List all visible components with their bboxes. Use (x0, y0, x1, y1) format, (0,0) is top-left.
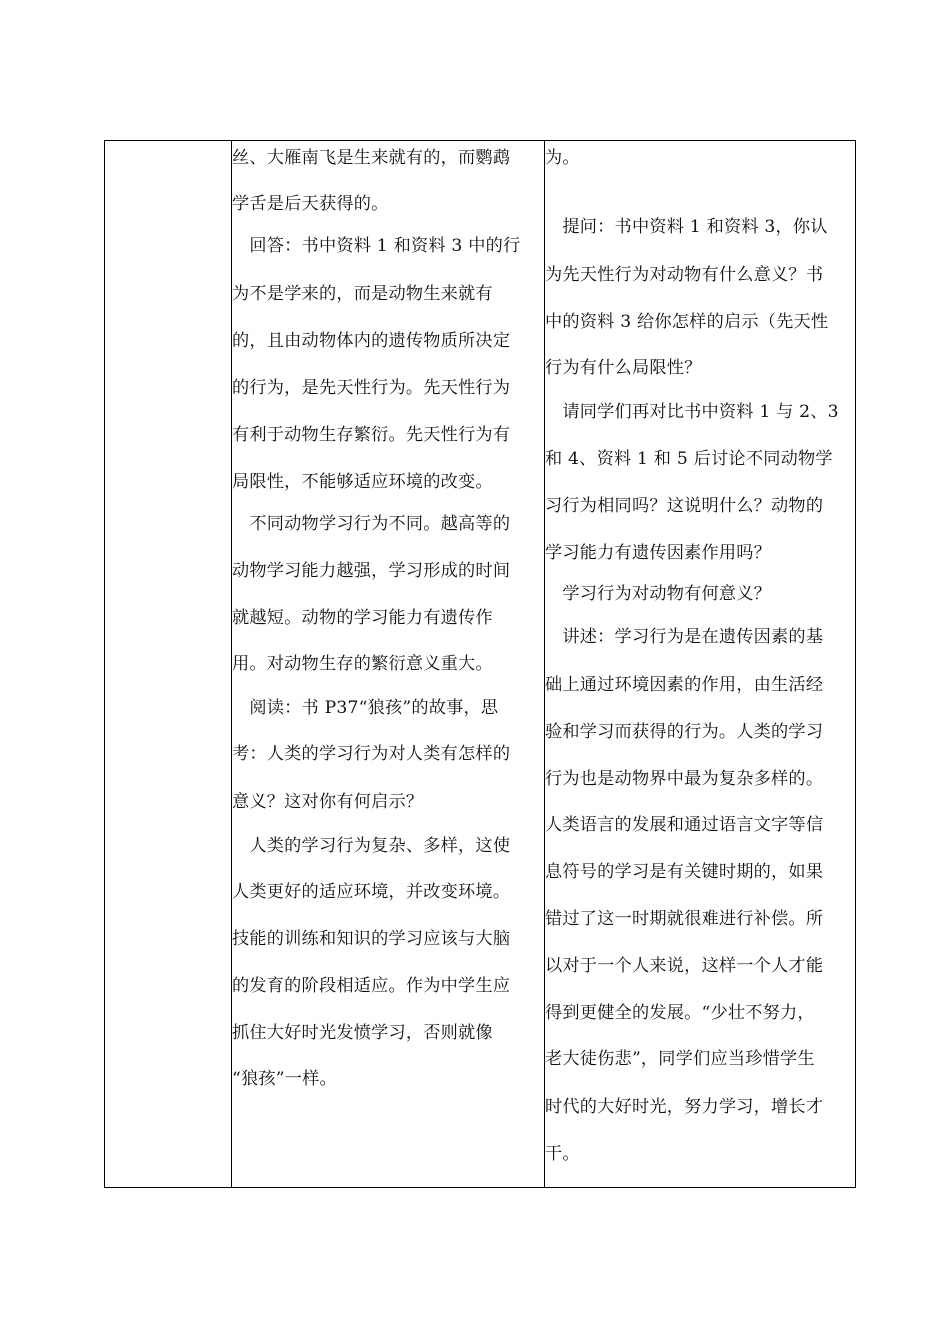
col2-line: 不同动物学习行为不同。越高等的 (232, 514, 511, 534)
col2-line: 技能的训练和知识的学习应该与大脑 (232, 929, 511, 949)
col3-line: 提问：书中资料 1 和资料 3，你认 (545, 217, 828, 237)
col2-line: 抓住大好时光发愤学习，否则就像 (232, 1023, 493, 1043)
col3-line: 为先天性行为对动物有什么意义？书 (545, 265, 824, 285)
col3-line: 学习能力有遗传因素作用吗？ (545, 543, 772, 563)
col3-line: 为。 (545, 148, 580, 168)
col3-line: 时代的大好时光，努力学习，增长才 (545, 1097, 824, 1117)
col3-line: 请同学们再对比书中资料 1 与 2、3 (545, 402, 839, 422)
col2-line: 丝、大雁南飞是生来就有的，而鹦鹉 (232, 148, 511, 168)
col3-line: 验和学习而获得的行为。人类的学习 (545, 722, 824, 742)
col2-line: 的行为，是先天性行为。先天性行为 (232, 378, 511, 398)
lesson-table (104, 140, 856, 1188)
col3-line: 息符号的学习是有关键时期的，如果 (545, 862, 824, 882)
col3-line: 行为有什么局限性？ (545, 358, 702, 378)
col3-line: 础上通过环境因素的作用，由生活经 (545, 675, 824, 695)
col2-line: 回答：书中资料 1 和资料 3 中的行 (232, 236, 521, 256)
col3-line: 得到更健全的发展。“少壮不努力， (545, 1003, 815, 1023)
col2-line: 考：人类的学习行为对人类有怎样的 (232, 744, 511, 764)
col3-line: 学习行为对动物有何意义？ (545, 584, 772, 604)
col2-line: 意义？这对你有何启示？ (232, 792, 424, 812)
col2-line: 人类的学习行为复杂、多样，这使 (232, 836, 511, 856)
col3-line: 错过了这一时期就很难进行补偿。所 (545, 909, 824, 929)
col2-line: 人类更好的适应环境，并改变环境。 (232, 882, 511, 902)
column-divider-2 (544, 141, 545, 1187)
col2-line: 的发育的阶段相适应。作为中学生应 (232, 976, 511, 996)
col3-line: 讲述：学习行为是在遗传因素的基 (545, 627, 824, 647)
col3-line: 习行为相同吗？这说明什么？动物的 (545, 496, 824, 516)
col2-line: 就越短。动物的学习能力有遗传作 (232, 608, 493, 628)
col3-line: 老大徒伤悲”，同学们应当珍惜学生 (545, 1049, 815, 1069)
col2-line: 学舌是后天获得的。 (232, 194, 389, 214)
col3-line: 人类语言的发展和通过语言文字等信 (545, 815, 824, 835)
col3-line: 和 4、资料 1 和 5 后讨论不同动物学 (545, 449, 833, 469)
col3-line: 中的资料 3 给你怎样的启示（先天性 (545, 312, 829, 332)
col3-line: 以对于一个人来说，这样一个人才能 (545, 956, 824, 976)
col2-line: 阅读：书 P37“狼孩”的故事，思 (232, 698, 499, 718)
col2-line: 动物学习能力越强，学习形成的时间 (232, 561, 511, 581)
col2-line: 有利于动物生存繁衍。先天性行为有 (232, 425, 511, 445)
col2-line: 用。对动物生存的繁衍意义重大。 (232, 654, 493, 674)
col3-line: 干。 (545, 1144, 580, 1164)
col2-line: 的，且由动物体内的遗传物质所决定 (232, 331, 511, 351)
col2-line: “狼孩”一样。 (232, 1069, 337, 1089)
col3-line: 行为也是动物界中最为复杂多样的。 (545, 769, 824, 789)
col2-line: 局限性，不能够适应环境的改变。 (232, 472, 493, 492)
col2-line: 为不是学来的，而是动物生来就有 (232, 284, 493, 304)
